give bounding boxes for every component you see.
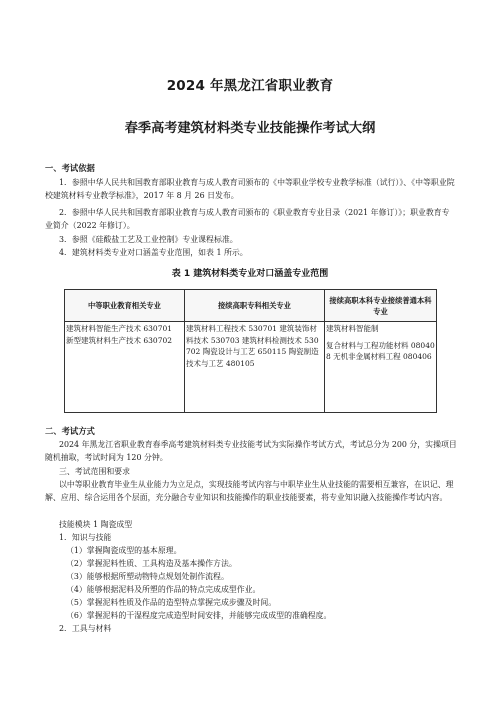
table-header-undergraduate: 接续高职本科专业接续普通本科专业	[325, 290, 437, 322]
document-title-line1: 2024 年黑龙江省职业教育	[166, 78, 334, 94]
section2-paragraph: 2024 年黑龙江省职业教育春季高考建筑材料类专业技能考试为实际操作考试方式，考试总分为 200 分，实操项目随机抽取，考试时间为 120 分钟。	[45, 440, 457, 462]
cell-line: 复合材料与工程功能材料 080408 无机非金属材料工程 080406	[326, 340, 435, 362]
knowledge-skills-heading: 1．知识与技能	[59, 533, 112, 542]
cell-line: 建筑材料工程技术 530701 建筑装饰材料技术 530703 建筑材料检测技术 530702 陶瓷设计与工艺 650115 陶瓷制造技术与工艺 480105	[186, 324, 319, 368]
table-header-secondary: 中等职业教育相关专业	[65, 290, 185, 322]
list-item: （4）能够根据泥料及所塑的作品的特点完成成型作业。	[66, 585, 261, 594]
section3-paragraph: 以中等职业教育毕业生从业能力为立足点，实现技能考试内容与中职毕业生从业技能的需要相互兼容，在识记、理解、应用、综合运用各个层面，充分融合专业知识和技能操作的职业技能要素，将专业知识融入技能操作考试内容。	[45, 480, 454, 502]
table-cell-higher-vocational	[185, 322, 325, 413]
table-caption: 表 1 建筑材料类专业对口涵盖专业范围	[171, 269, 329, 279]
section1-heading: 一、考试依据	[45, 163, 95, 173]
cell-line: 建筑材料智能制	[326, 324, 379, 333]
document-title-line2: 春季高考建筑材料类专业技能操作考试大纲	[124, 121, 376, 136]
cell-line: 建筑材料智能生产技术 630701	[66, 324, 173, 333]
list-item: （2）掌握泥料性质、工具构造及基本操作方法。	[66, 559, 237, 568]
list-item: （6）掌握泥料的干湿程度完成造型时间安排，并能够完成成型的准确程度。	[66, 611, 332, 620]
list-item: （3）能够根据所塑动物特点规划处制作流程。	[66, 572, 229, 581]
table-cell-secondary	[65, 322, 185, 413]
table-row	[65, 322, 437, 413]
table-cell-undergraduate	[325, 322, 437, 413]
major-mapping-table	[64, 289, 437, 413]
section1-item-3: 3．参照《硅酸盐工艺及工业控制》专业课程标准。	[59, 235, 238, 244]
section2-heading: 二、考试方式	[45, 426, 95, 436]
cell-line: 新型建筑材料生产技术 630702	[66, 335, 173, 345]
list-item: （5）掌握泥料性质及作品的造型特点掌握完成步骤及时间。	[66, 598, 277, 607]
module-title: 技能模块 1 陶瓷成型	[59, 520, 133, 529]
tools-materials-heading: 2．工具与材料	[59, 624, 112, 633]
table-header-higher-vocational: 接续高职专科相关专业	[185, 290, 325, 322]
section3-heading: 三、考试范围和要求	[59, 467, 131, 476]
list-item: （1）掌握陶瓷成型的基本原理。	[66, 546, 182, 555]
section1-item-4: 4．建筑材料类专业对口涵盖专业范围，如表 1 所示。	[59, 248, 248, 257]
section1-item-2: 2．参照中华人民共和国教育部职业教育与成人教育司颁布的《职业教育专业目录（2021 年修订）》；职业教育专业简介（2022 年修订）。	[45, 208, 450, 230]
section1-item-1: 1．参照中华人民共和国教育部职业教育与成人教育司颁布的《中等职业学校专业教学标准（试行）》、《中等职业院校建筑材料专业教学标准》，2017 年 8 月 26 日发布。	[45, 178, 455, 200]
